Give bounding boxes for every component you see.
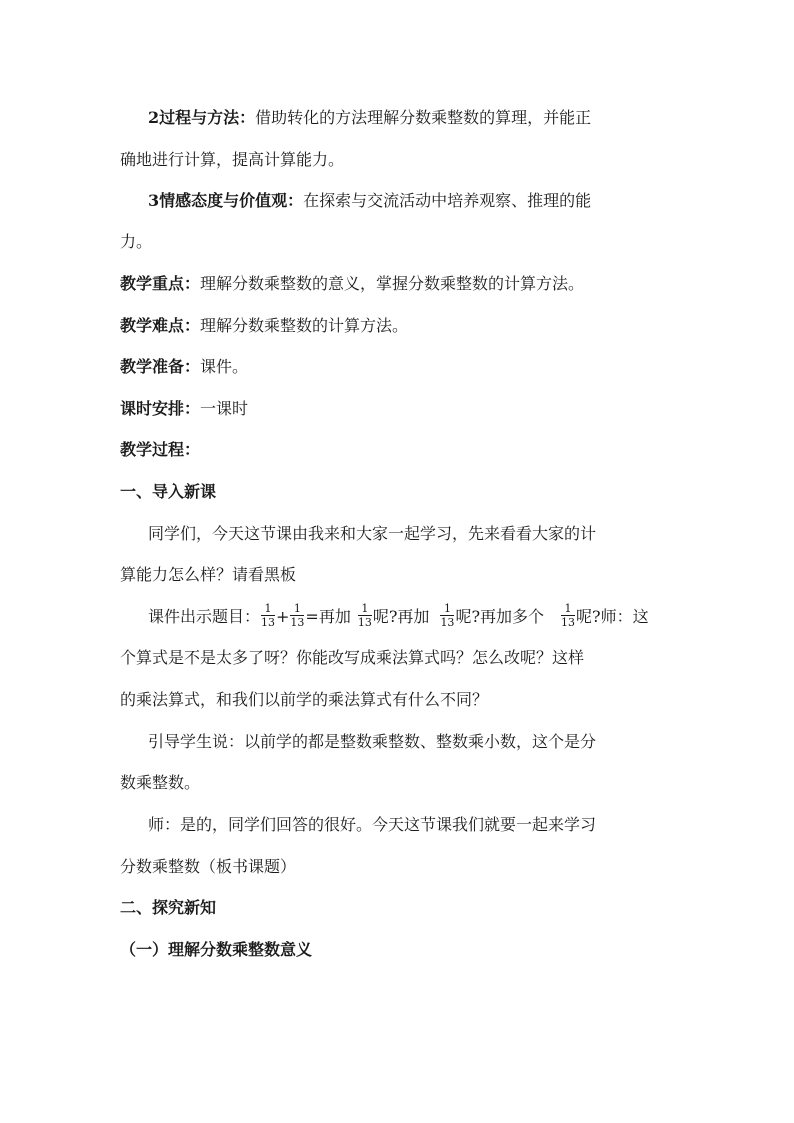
- process-method-text-cont: 确地进行计算，提高计算能力。: [120, 150, 345, 169]
- teaching-prep-label: 教学准备：: [120, 357, 201, 376]
- section1-heading: 一、导入新课: [120, 482, 217, 501]
- fraction-denominator: 13: [290, 616, 305, 629]
- fraction-denominator: 13: [561, 616, 576, 629]
- teaching-process-heading: 教学过程：: [120, 440, 201, 459]
- teaching-difficult-point: [120, 316, 408, 338]
- fraction-3: [358, 603, 372, 628]
- class-schedule-text: 一课时: [200, 399, 249, 418]
- teacher-reply-line2: 分数乘整数（板书课题）: [120, 857, 297, 876]
- fraction-numerator: 1: [290, 603, 304, 616]
- section1-paragraph1-line2: 算能力怎么样？请看黑板: [120, 565, 297, 584]
- fraction-2: [290, 603, 304, 628]
- process-method-line-1: [148, 108, 591, 130]
- courseware-question-line: [148, 602, 649, 635]
- class-schedule-label: 课时安排：: [120, 399, 201, 418]
- teacher-reply-line1: 师：是的，同学们回答的很好。今天这节课我们就要一起来学习: [148, 815, 597, 834]
- teaching-preparation: [120, 357, 248, 379]
- process-method-line-2: [120, 150, 344, 172]
- equals-again-text: =再加: [305, 607, 351, 626]
- emotion-text-cont: 力。: [120, 232, 153, 251]
- teaching-difficult-label: 教学难点：: [120, 316, 201, 335]
- courseware-question-line3: 的乘法算式，和我们以前学的乘法算式有什么不同？: [120, 690, 489, 709]
- guide-students-line2: 数乘整数。: [120, 773, 201, 792]
- section1-paragraph1-line1: 同学们，今天这节课由我来和大家一起学习，先来看看大家的计: [148, 524, 597, 543]
- courseware-question-prefix: 课件出示题目：: [148, 607, 261, 626]
- emotion-text: 在探索与交流活动中培养观察、推理的能: [303, 191, 592, 210]
- fraction-4: [440, 603, 454, 628]
- fraction-numerator: 1: [358, 603, 372, 616]
- fraction-denominator: 13: [440, 616, 455, 629]
- teaching-key-label: 教学重点：: [120, 274, 201, 293]
- fraction-5: [561, 603, 575, 628]
- courseware-question-line2: 个算式是不是太多了呀？你能改写成乘法算式吗？怎么改呢？这样: [120, 648, 585, 667]
- fraction-denominator: 13: [261, 616, 276, 629]
- fraction-numerator: 1: [561, 603, 575, 616]
- teaching-key-text: 理解分数乘整数的意义，掌握分数乘整数的计算方法。: [200, 274, 585, 293]
- teaching-key-point: [120, 274, 584, 296]
- ne-again-text: 呢?再加: [372, 607, 430, 626]
- ne-again-many-text: 呢?再加多个: [455, 607, 545, 626]
- process-method-label: 2过程与方法：: [148, 108, 256, 127]
- section2-subheading: （一）理解分数乘整数意义: [120, 940, 313, 959]
- emotion-line-1: [148, 191, 591, 213]
- ne-teacher-text: 呢?师：这: [576, 607, 649, 626]
- guide-students-line1: 引导学生说：以前学的都是整数乘整数、整数乘小数，这个是分: [148, 732, 597, 751]
- process-method-text: 借助转化的方法理解分数乘整数的算理，并能正: [255, 108, 592, 127]
- class-schedule: [120, 399, 248, 421]
- section2-heading: 二、探究新知: [120, 898, 217, 917]
- teaching-prep-text: 课件。: [200, 357, 249, 376]
- fraction-numerator: 1: [261, 603, 275, 616]
- teaching-difficult-text: 理解分数乘整数的计算方法。: [200, 316, 409, 335]
- plus-sign: +: [276, 607, 290, 626]
- emotion-line-2: [120, 232, 152, 254]
- fraction-denominator: 13: [357, 616, 372, 629]
- emotion-label: 3情感态度与价值观：: [148, 191, 304, 210]
- fraction-1: [261, 603, 275, 628]
- fraction-numerator: 1: [440, 603, 454, 616]
